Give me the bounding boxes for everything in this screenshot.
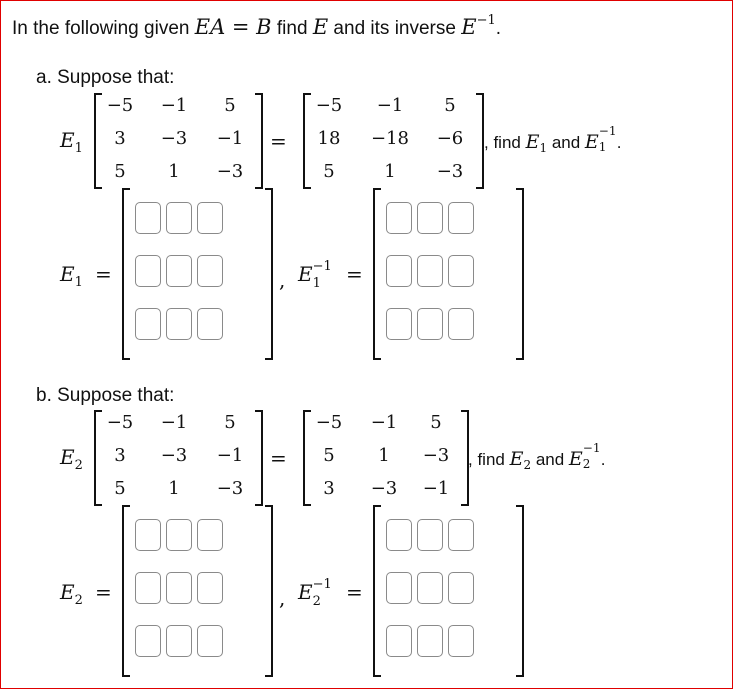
bracket-right bbox=[265, 188, 273, 360]
answer-input[interactable] bbox=[386, 572, 412, 604]
matrix-cell: −5 bbox=[315, 95, 343, 116]
answer-input[interactable] bbox=[386, 519, 412, 551]
matrix-cell: 18 bbox=[317, 128, 341, 149]
comma: , bbox=[279, 586, 286, 610]
answer-input[interactable] bbox=[135, 572, 161, 604]
part-b-answer-inv-label: E −1 2 bbox=[298, 577, 332, 609]
answer-input[interactable] bbox=[135, 519, 161, 551]
matrix-cell: −3 bbox=[160, 128, 188, 149]
answer-input[interactable] bbox=[448, 202, 474, 234]
answer-input[interactable] bbox=[386, 625, 412, 657]
answer-input[interactable] bbox=[417, 572, 443, 604]
part-a-answer-e-label: $E_1$ bbox=[60, 262, 83, 290]
answer-input[interactable] bbox=[417, 308, 443, 340]
answer-input[interactable] bbox=[448, 308, 474, 340]
matrix-cell: −1 bbox=[422, 478, 450, 499]
bracket-right bbox=[255, 93, 263, 189]
answer-input[interactable] bbox=[135, 255, 161, 287]
matrix-cell: 5 bbox=[323, 445, 335, 466]
answer-input[interactable] bbox=[166, 308, 192, 340]
answer-input[interactable] bbox=[197, 255, 223, 287]
bracket-left bbox=[373, 188, 381, 360]
matrix-cell: −6 bbox=[436, 128, 464, 149]
matrix-cell: −1 bbox=[216, 445, 244, 466]
matrix-cell: 5 bbox=[114, 161, 126, 182]
bracket-right bbox=[516, 505, 524, 677]
matrix-cell: 1 bbox=[384, 161, 396, 182]
answer-input[interactable] bbox=[417, 202, 443, 234]
equals-sign: = bbox=[346, 580, 363, 604]
bracket-right bbox=[476, 93, 484, 189]
part-b-find-text: , find $E_2$ and E −1 2 . bbox=[468, 441, 606, 472]
answer-input[interactable] bbox=[448, 519, 474, 551]
matrix-cell: −5 bbox=[106, 412, 134, 433]
answer-input[interactable] bbox=[166, 625, 192, 657]
answer-input[interactable] bbox=[448, 625, 474, 657]
part-a-find-text: , find $E_1$ and E −1 1 . bbox=[484, 124, 622, 155]
matrix-cell: −1 bbox=[160, 95, 188, 116]
answer-input[interactable] bbox=[417, 255, 443, 287]
matrix-cell: 1 bbox=[378, 445, 390, 466]
bracket-left bbox=[122, 188, 130, 360]
matrix-cell: −3 bbox=[160, 445, 188, 466]
equals-sign: = bbox=[270, 129, 287, 153]
matrix-cell: −1 bbox=[160, 412, 188, 433]
answer-input[interactable] bbox=[197, 519, 223, 551]
equals-sign: = bbox=[95, 262, 112, 286]
answer-input[interactable] bbox=[197, 308, 223, 340]
matrix-cell: −5 bbox=[106, 95, 134, 116]
bracket-right bbox=[516, 188, 524, 360]
answer-input[interactable] bbox=[135, 625, 161, 657]
matrix-cell: −3 bbox=[422, 445, 450, 466]
part-b-label: b. Suppose that: bbox=[36, 385, 175, 406]
answer-input[interactable] bbox=[417, 625, 443, 657]
answer-input[interactable] bbox=[135, 202, 161, 234]
answer-input[interactable] bbox=[197, 625, 223, 657]
answer-input[interactable] bbox=[448, 255, 474, 287]
matrix-cell: −3 bbox=[436, 161, 464, 182]
answer-input[interactable] bbox=[448, 572, 474, 604]
answer-input[interactable] bbox=[197, 202, 223, 234]
answer-input[interactable] bbox=[166, 202, 192, 234]
matrix-cell: 3 bbox=[114, 445, 126, 466]
answer-input[interactable] bbox=[386, 255, 412, 287]
matrix-cell: 5 bbox=[114, 478, 126, 499]
matrix-cell: 3 bbox=[114, 128, 126, 149]
answer-input[interactable] bbox=[135, 308, 161, 340]
matrix-cell: 5 bbox=[224, 412, 236, 433]
bracket-left bbox=[122, 505, 130, 677]
answer-input[interactable] bbox=[166, 572, 192, 604]
part-a-e-label: $E_1$ bbox=[60, 128, 83, 156]
matrix-cell: 1 bbox=[168, 478, 180, 499]
part-a-label: a. Suppose that: bbox=[36, 67, 175, 88]
equals-sign: = bbox=[346, 262, 363, 286]
matrix-cell: 5 bbox=[430, 412, 442, 433]
matrix-cell: −5 bbox=[315, 412, 343, 433]
matrix-cell: 5 bbox=[323, 161, 335, 182]
matrix-cell: −1 bbox=[216, 128, 244, 149]
part-a-answer-inv-label: E −1 1 bbox=[298, 259, 332, 291]
equation-ea-b: EA = B bbox=[194, 15, 272, 39]
matrix-cell: 5 bbox=[444, 95, 456, 116]
matrix-cell: 5 bbox=[224, 95, 236, 116]
equals-sign: = bbox=[95, 580, 112, 604]
matrix-cell: −18 bbox=[371, 128, 409, 149]
matrix-cell: −1 bbox=[370, 412, 398, 433]
answer-input[interactable] bbox=[417, 519, 443, 551]
part-b-answer-e-label: $E_2$ bbox=[60, 580, 83, 608]
matrix-cell: −3 bbox=[370, 478, 398, 499]
bracket-right bbox=[255, 410, 263, 506]
matrix-cell: −3 bbox=[216, 478, 244, 499]
part-b-e-label: $E_2$ bbox=[60, 445, 83, 473]
answer-input[interactable] bbox=[386, 202, 412, 234]
matrix-cell: −3 bbox=[216, 161, 244, 182]
bracket-right bbox=[265, 505, 273, 677]
bracket-left bbox=[373, 505, 381, 677]
equals-sign: = bbox=[270, 446, 287, 470]
answer-input[interactable] bbox=[386, 308, 412, 340]
matrix-cell: 3 bbox=[323, 478, 335, 499]
answer-input[interactable] bbox=[166, 255, 192, 287]
comma: , bbox=[279, 268, 286, 292]
matrix-cell: 1 bbox=[168, 161, 180, 182]
answer-input[interactable] bbox=[166, 519, 192, 551]
question-text: In the following given EA = B find E and its inverse $E^{-1}$. bbox=[12, 13, 502, 39]
answer-input[interactable] bbox=[197, 572, 223, 604]
matrix-cell: −1 bbox=[376, 95, 404, 116]
